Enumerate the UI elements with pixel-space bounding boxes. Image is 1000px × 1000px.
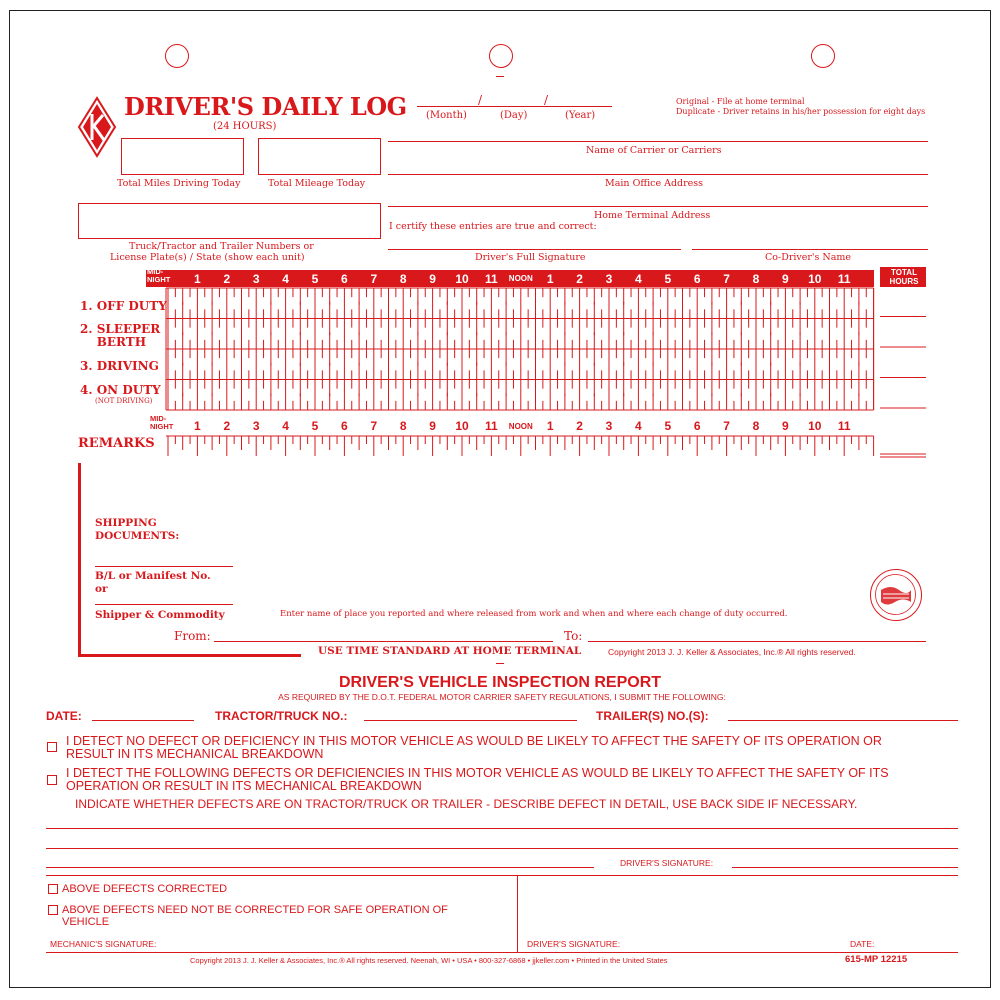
hour-label-bottom: 5 xyxy=(311,419,319,433)
hour-label-top: 2 xyxy=(576,272,583,286)
hour-label-top: 10 xyxy=(455,272,469,286)
hour-label-top: 3 xyxy=(252,272,260,286)
total-mileage-label: Total Mileage Today xyxy=(268,178,366,189)
hour-label-bottom: 2 xyxy=(223,419,231,433)
hour-label-bottom: 6 xyxy=(693,419,701,433)
hour-label-bottom: 8 xyxy=(752,419,760,433)
hour-label-top: 1 xyxy=(546,272,554,286)
hour-label-top: 4 xyxy=(282,272,289,286)
defect-line-1[interactable] xyxy=(46,828,958,829)
remarks-bracket xyxy=(78,463,81,656)
section-divider-vertical xyxy=(517,875,518,952)
section-divider xyxy=(46,875,958,876)
row-label-on-duty: 4. ON DUTY xyxy=(80,383,161,397)
hour-label-top: 7 xyxy=(723,272,730,286)
remarks-instructions: Enter name of place you reported and where released from work and when and where each change of duty occurred. xyxy=(280,609,788,619)
day-label: (Day) xyxy=(500,110,528,121)
dvir-subtitle: AS REQUIRED BY THE D.O.T. FEDERAL MOTOR CARRIER SAFETY REGULATIONS, I SUBMIT THE FOLLOWING: xyxy=(278,692,726,702)
hour-label-top: 8 xyxy=(752,272,760,286)
certify-label: I certify these entries are true and correct: xyxy=(389,221,597,232)
hour-label-top: 5 xyxy=(311,272,319,286)
hour-label-bottom: 9 xyxy=(429,419,436,433)
hour-label-bottom: 7 xyxy=(723,419,730,433)
hour-label-top: 8 xyxy=(399,272,407,286)
copy-note-duplicate: Duplicate - Driver retains in his/her possession for eight days xyxy=(676,107,926,116)
shipping-docs-line[interactable] xyxy=(95,566,233,567)
hour-label-bottom: 3 xyxy=(252,419,260,433)
log-copyright: Copyright 2013 J. J. Keller & Associates, Inc.® All rights reserved. xyxy=(608,647,856,657)
hour-label-top: 5 xyxy=(664,272,672,286)
dvir-date-line[interactable] xyxy=(92,720,194,721)
bl-manifest-label: B/L or Manifest No. or xyxy=(95,570,211,595)
driver-signature-label: DRIVER'S SIGNATURE: xyxy=(620,858,714,868)
hour-label-top: 6 xyxy=(693,272,701,286)
home-terminal-label: Home Terminal Address xyxy=(594,210,711,221)
signature-baseline[interactable] xyxy=(46,952,958,953)
indicate-label: INDICATE WHETHER DEFECTS ARE ON TRACTOR/TRUCK OR TRAILER - DESCRIBE DEFECT IN DETAIL, USE BACK SIDE IF NECESSARY. xyxy=(75,797,858,811)
hour-label-bottom: 11 xyxy=(837,419,851,433)
not-corrected-label: ABOVE DEFECTS NEED NOT BE CORRECTED FOR SAFE OPERATION OF VEHICLE xyxy=(62,904,448,928)
year-label: (Year) xyxy=(565,110,596,121)
hour-label-bottom: 11 xyxy=(485,419,498,433)
hour-label-top: 6 xyxy=(341,272,348,286)
main-office-label: Main Office Address xyxy=(605,178,704,189)
midnight-label-bottom: MID- NIGHT xyxy=(150,414,174,431)
row-label-off-duty: 1. OFF DUTY xyxy=(80,299,167,313)
time-standard-label: USE TIME STANDARD AT HOME TERMINAL xyxy=(318,645,582,657)
signature-label: Driver's Full Signature xyxy=(475,252,586,263)
midnight-label: MID- NIGHT xyxy=(147,267,171,284)
made-in-usa-seal-icon xyxy=(870,569,922,621)
hour-label-top: 1 xyxy=(194,272,201,286)
hour-label-top: 10 xyxy=(808,272,822,286)
date-2-label: DATE: xyxy=(850,939,875,949)
hour-label-bottom: 10 xyxy=(455,419,469,433)
row-label-sleeper: 2. SLEEPER BERTH xyxy=(80,322,161,349)
to-line[interactable] xyxy=(588,641,926,642)
log-title: DRIVER'S DAILY LOG xyxy=(124,92,407,121)
from-line[interactable] xyxy=(214,641,553,642)
truck-numbers-label: Truck/Tractor and Trailer Numbers or xyxy=(129,241,314,252)
truck-numbers-label-2: License Plate(s) / State (show each unit) xyxy=(110,252,305,263)
log-subtitle: (24 HOURS) xyxy=(213,121,277,132)
hour-label-top: 7 xyxy=(370,272,378,286)
dvir-date-label: DATE: xyxy=(46,709,82,723)
hour-label-bottom: 6 xyxy=(341,419,348,433)
shipping-docs-label: SHIPPING DOCUMENTS: xyxy=(95,517,180,542)
hour-label-bottom: 9 xyxy=(782,419,789,433)
hour-label-bottom: 10 xyxy=(808,419,822,433)
not-corrected-checkbox[interactable] xyxy=(48,905,58,915)
defects-checkbox[interactable] xyxy=(47,775,57,785)
hour-label-bottom: 4 xyxy=(282,419,289,433)
center-mark xyxy=(496,663,504,664)
footer-copyright: Copyright 2013 J. J. Keller & Associates, Inc.® All rights reserved. Neenah, WI • USA • 800-327-6868 • jjkeller.com • Printed in the United States xyxy=(190,956,668,965)
no-defect-checkbox[interactable] xyxy=(47,742,57,752)
corrected-label: ABOVE DEFECTS CORRECTED xyxy=(62,883,228,895)
trailer-line[interactable] xyxy=(728,720,958,721)
hour-label-bottom: 7 xyxy=(370,419,378,433)
copy-note-original: Original - File at home terminal xyxy=(676,97,805,106)
hour-label-bottom: 1 xyxy=(194,419,201,433)
hour-label-top: 3 xyxy=(605,272,613,286)
from-label: From: xyxy=(174,629,211,643)
hour-label-bottom: 1 xyxy=(546,419,554,433)
hour-label-top: NOON xyxy=(508,274,533,283)
date-sep: / xyxy=(478,93,483,107)
corrected-checkbox[interactable] xyxy=(48,884,58,894)
row-note-not-driving: (NOT DRIVING) xyxy=(95,397,153,405)
tractor-line[interactable] xyxy=(364,720,577,721)
trailer-label: TRAILER(S) NO.(S): xyxy=(596,709,709,723)
hour-label-top: 9 xyxy=(782,272,789,286)
hour-label-bottom: 5 xyxy=(664,419,672,433)
no-defect-label: I DETECT NO DEFECT OR DEFICIENCY IN THIS MOTOR VEHICLE AS WOULD BE LIKELY TO AFFECT THE SAFETY OF ITS OPERATION OR RESULT IN ITS MECHANICAL BREAKDOWN xyxy=(66,734,882,761)
mechanic-signature-label: MECHANIC'S SIGNATURE: xyxy=(50,939,157,949)
tractor-label: TRACTOR/TRUCK NO.: xyxy=(215,709,348,723)
hour-label-top: 11 xyxy=(485,272,498,286)
defect-line-3[interactable] xyxy=(46,867,594,868)
defects-label: I DETECT THE FOLLOWING DEFECTS OR DEFICIENCIES IN THIS MOTOR VEHICLE AS WOULD BE LIKELY TO AFFECT THE SAFETY OF ITS OPERATION OR RESULT IN ITS MECHANICAL BREAKDOWN xyxy=(66,766,889,793)
hour-label-bottom: 2 xyxy=(576,419,583,433)
total-miles-label: Total Miles Driving Today xyxy=(117,178,241,189)
hour-label-bottom: NOON xyxy=(508,422,533,431)
hour-label-top: 2 xyxy=(223,272,231,286)
defect-line-2[interactable] xyxy=(46,848,958,849)
hour-label-top: 4 xyxy=(635,272,642,286)
hour-label-bottom: 8 xyxy=(399,419,407,433)
codriver-label: Co-Driver's Name xyxy=(765,252,852,263)
form-number: 615-MP 12215 xyxy=(845,954,908,965)
shipper-commodity-label: Shipper & Commodity xyxy=(95,609,225,621)
month-label: (Month) xyxy=(426,110,467,121)
remarks-title: REMARKS xyxy=(78,436,155,451)
hour-label-top: 9 xyxy=(429,272,436,286)
carrier-label: Name of Carrier or Carriers xyxy=(586,145,722,156)
date-sep: / xyxy=(544,93,549,107)
hour-label-top: 11 xyxy=(837,272,851,286)
to-label: To: xyxy=(564,629,583,643)
driver-signature-line[interactable] xyxy=(732,867,958,868)
driver-signature-2-label: DRIVER'S SIGNATURE: xyxy=(527,939,621,949)
total-hours-label: TOTAL HOURS xyxy=(889,268,919,286)
hour-label-bottom: 4 xyxy=(635,419,642,433)
remarks-bracket-bottom xyxy=(78,654,301,657)
dvir-title: DRIVER'S VEHICLE INSPECTION REPORT xyxy=(338,674,662,691)
bl-manifest-line[interactable] xyxy=(95,604,233,605)
hour-label-bottom: 3 xyxy=(605,419,613,433)
row-label-driving: 3. DRIVING xyxy=(80,359,159,373)
